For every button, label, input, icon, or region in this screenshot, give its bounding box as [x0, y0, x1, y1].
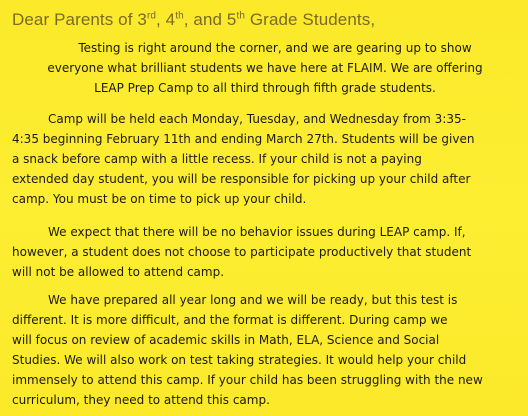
- paragraph-preparation: [12, 290, 518, 410]
- paragraph-line: a snack before camp with a little recess. If your child is not a paying: [12, 152, 422, 166]
- paragraph-line: will not be allowed to attend camp.: [12, 265, 225, 279]
- paragraph-line: We expect that there will be no behavior issues during LEAP camp. If,: [48, 225, 466, 239]
- ordinal-th-1: th: [175, 10, 184, 22]
- paragraph-line: We have prepared all year long and we will be ready, but this test is: [48, 293, 458, 307]
- paragraph-line: however, a student does not choose to participate productively that student: [12, 245, 472, 259]
- paragraph-line: Camp will be held each Monday, Tuesday, and Wednesday from 3:35-: [48, 112, 466, 126]
- paragraph-line: immensely to attend this camp. If your child has been struggling with the new: [12, 373, 483, 387]
- paragraph-line: LEAP Prep Camp to all third through fifth grade students.: [94, 81, 436, 95]
- paragraph-line: everyone what brilliant students we have here at FLAIM. We are offering: [47, 61, 483, 75]
- salutation-suffix: Grade Students,: [245, 10, 376, 29]
- paragraph-line: Studies. We will also work on test taking strategies. It would help your child: [12, 353, 467, 367]
- salutation-sep-2: , and 5: [183, 10, 237, 29]
- paragraph-line: camp. You must be on time to pick up your child.: [12, 192, 307, 206]
- salutation-prefix: Dear Parents of 3: [12, 10, 147, 29]
- salutation-sep-1: , 4: [156, 10, 176, 29]
- paragraph-line: curriculum, they need to attend this camp.: [12, 393, 270, 407]
- paragraph-line: different. It is more difficult, and the format is different. During camp we: [12, 313, 448, 327]
- paragraph-line: will focus on review of academic skills in Math, ELA, Science and Social: [12, 333, 440, 347]
- ordinal-th-2: th: [236, 10, 246, 22]
- ordinal-rd: rd: [146, 10, 157, 22]
- paragraph-line: 4:35 beginning February 11th and ending March 27th. Students will be given: [12, 132, 475, 146]
- salutation-heading: [12, 10, 375, 30]
- paragraph-line: Testing is right around the corner, and we are gearing up to show: [78, 41, 472, 55]
- paragraph-schedule: [12, 109, 518, 209]
- paragraph-line: extended day student, you will be responsible for picking up your child after: [12, 172, 471, 186]
- paragraph-behavior: [12, 222, 518, 282]
- paragraph-intro: [12, 38, 518, 98]
